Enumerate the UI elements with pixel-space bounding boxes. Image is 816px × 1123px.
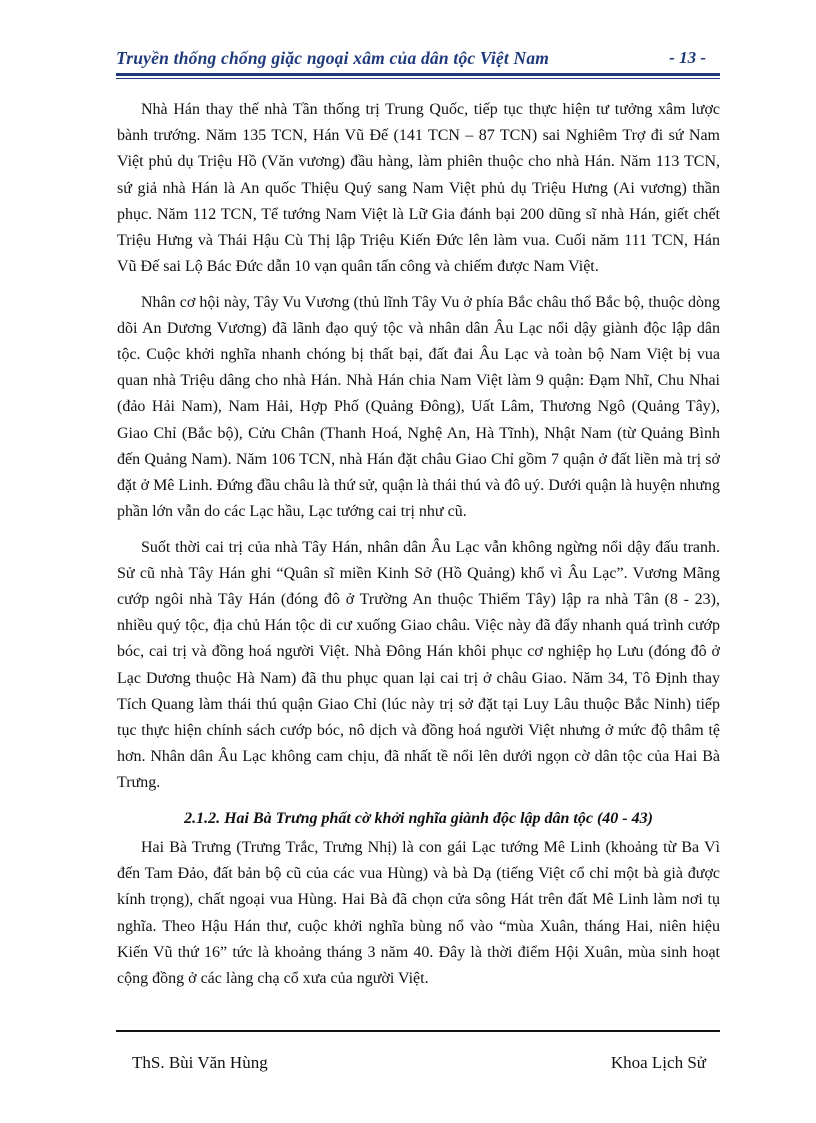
paragraph: Nhân cơ hội này, Tây Vu Vương (thủ lĩnh Tây Vu ở phía Bắc châu thổ Bắc bộ, thuộc dòng dõi An Dương Vương) đã lãnh đạo quý tộc và nhân dân Âu Lạc nổi dậy giành độc lập dân tộc. Cuộc khởi nghĩa nhanh chóng bị thất bại, đất đai Âu Lạc và toàn bộ Nam Việt bị vua quan nhà Triệu dâng cho nhà Hán. Nhà Hán chia Nam Việt làm 9 quận: Đạm Nhĩ, Chu Nhai (đảo Hải Nam), Nam Hải, Hợp Phố (Quảng Đông), Uất Lâm, Thương Ngô (Quảng Tây), Giao Chỉ (Bắc bộ), Cửu Chân (Thanh Hoá, Nghệ An, Hà Tĩnh), Nhật Nam (từ Quảng Bình đến Quảng Nam). Năm 106 TCN, nhà Hán đặt châu Giao Chỉ gồm 7 quận ở đất liền mà trị sở đặt ở Mê Linh. Đứng đầu châu là thứ sử, quận là thái thú và đô uý. Dưới quận là huyện nhưng phần lớn vẫn do các Lạc hầu, Lạc tướng cai trị như cũ. [117,293,720,521]
header-title: Truyền thống chống giặc ngoại xâm của dân tộc Việt Nam [116,48,550,68]
paragraph: Hai Bà Trưng (Trưng Trắc, Trưng Nhị) là con gái Lạc tướng Mê Linh (khoảng từ Ba Vì đến Tam Đảo, đất bản bộ cũ của các vua Hùng) và bà Dạ (tiếng Việt cổ chỉ một bà già được kính trọng), chất ngoại vua Hùng. Hai Bà đã chọn cửa sông Hát trên đất Mê Linh làm nơi tụ nghĩa. Theo Hậu Hán thư, cuộc khởi nghĩa bùng nổ vào “mùa Xuân, tháng Hai, niên hiệu Kiến Vũ thứ 16” tức là khoảng tháng 3 năm 40. Đây là thời điểm Hội Xuân, mùa sinh hoạt cộng đồng ở các làng chạ cổ xưa của người Việt. [117,839,720,988]
footer-author: ThS. Bùi Văn Hùng [132,1053,268,1072]
paragraph: Suốt thời cai trị của nhà Tây Hán, nhân dân Âu Lạc vẫn không ngừng nổi dậy đấu tranh. Sử cũ nhà Tây Hán ghi “Quân sĩ miền Kinh Sở (Hồ Quảng) khổ vì Âu Lạc”. Vương Mãng cướp ngôi nhà Tây Hán (đóng đô ở Trường An thuộc Thiểm Tây) lập ra nhà Tân (8 - 23), nhiều quý tộc, địa chủ Hán tộc di cư xuống Giao châu. Việc này đã đẩy nhanh quá trình cướp bóc, cai trị và đồng hoá người Việt. Nhà Đông Hán khôi phục cơ nghiệp họ Lưu (đóng đô ở Lạc Dương thuộc Hà Nam) đã thu phục quan lại cai trị ở châu Giao. Năm 34, Tô Định thay Tích Quang làm thái thú quận Giao Chỉ (lúc này trị sở đặt tại Luy Lâu thuộc Bắc Ninh) tiếp tục thực hiện chính sách cướp bóc, nô dịch và đồng hoá người Việt nhưng ở mức độ thâm tệ hơn. Nhân dân Âu Lạc không cam chịu, đã nhất tề nổi lên dưới ngọn cờ dân tộc của Hai Bà Trưng. [117,538,720,792]
footer-department: Khoa Lịch Sử [610,1053,706,1072]
footer-rule [116,1030,720,1032]
section-heading: 2.1.2. Hai Bà Trưng phất cờ khởi nghĩa giành độc lập dân tộc (40 - 43) [184,809,653,827]
header-rule-thin [116,78,720,79]
page-header [116,48,720,76]
paragraph: Nhà Hán thay thế nhà Tần thống trị Trung Quốc, tiếp tục thực hiện tư tưởng xâm lược bành trướng. Năm 135 TCN, Hán Vũ Đế (141 TCN – 87 TCN) sai Nghiêm Trợ đi sứ Nam Việt phủ dụ Triệu Hồ (Văn vương) đầu hàng, làm phiên thuộc cho nhà Hán. Năm 113 TCN, sứ giả nhà Hán là An quốc Thiệu Quý sang Nam Việt phủ dụ Triệu Hưng (Ai vương) thần phục. Năm 112 TCN, Tể tướng Nam Việt là Lữ Gia đánh bại 200 dũng sĩ nhà Hán, giết chết Triệu Hưng và Thái Hậu Cù Thị lập Triệu Kiến Đức lên làm vua. Cuối năm 111 TCN, Hán Vũ Đế sai Lộ Bác Đức dẫn 10 vạn quân tấn công và chiếm được Nam Việt. [117,101,720,276]
page-number: - 13 - [669,48,706,67]
header-rule [116,73,720,76]
page-content [117,97,720,1001]
